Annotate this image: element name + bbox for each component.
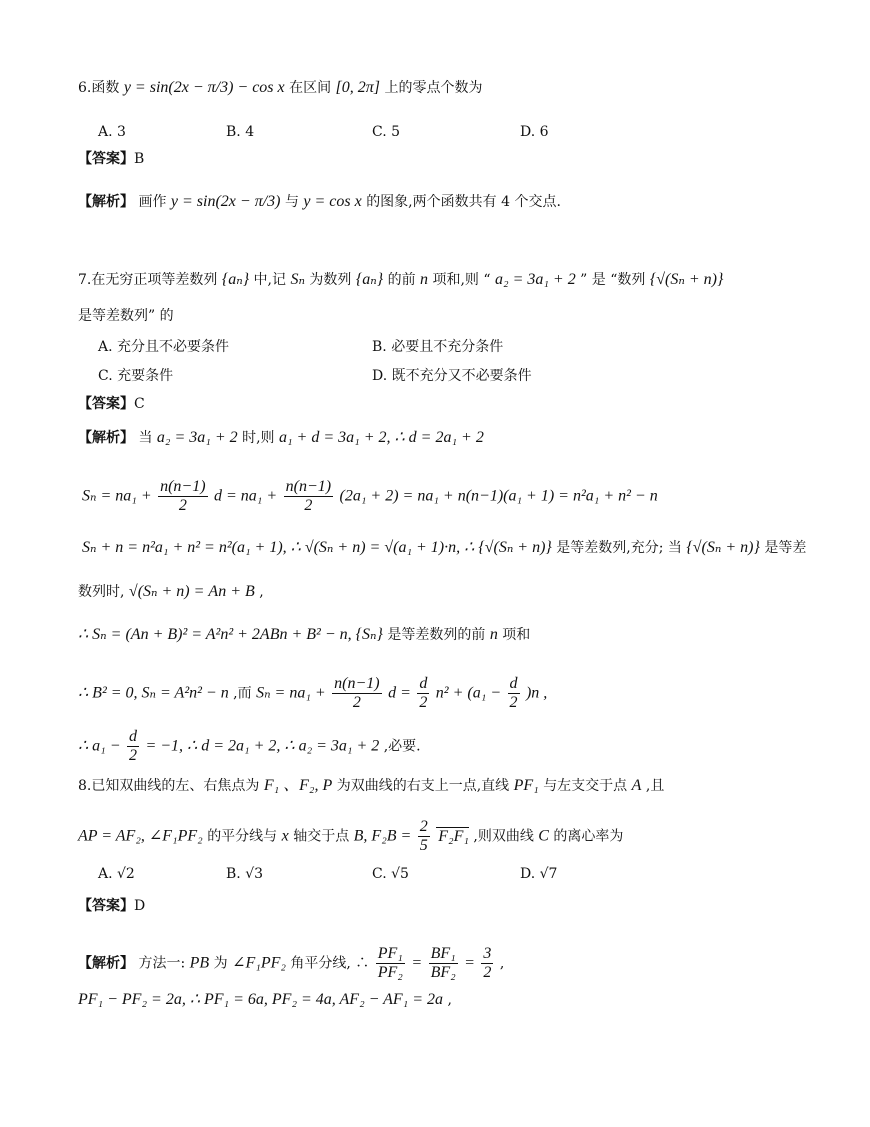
q7-a1-prefix: 当 (138, 430, 153, 446)
q7-a3-seq: {√(Sₙ + n)} (686, 539, 760, 556)
q7-option-d: D. 既不充分又不必要条件 (372, 368, 532, 384)
q8-stem-line2 (78, 818, 623, 855)
q7-answer-value: C (134, 396, 145, 412)
q7-mid4: 项和,则 “ (432, 272, 491, 288)
answer-label: 【答案】 (78, 151, 134, 167)
q6-analysis-formula1: y = sin(2x − π/3) (170, 193, 281, 210)
q8-formula2: B, F₂B = (353, 827, 412, 845)
q7-mid1: 中,记 (253, 272, 286, 288)
q6-analysis (78, 192, 561, 212)
q7-mid2: 为数列 (309, 272, 352, 288)
q7-a6-formula5: )n , (525, 684, 548, 702)
q6-option-d: D. 6 (520, 124, 549, 140)
q8-formula3: F₂F₁ (438, 827, 469, 845)
q6-stem-suffix: 上的零点个数为 (384, 80, 483, 96)
q8-a1-text: 方法一: (138, 955, 186, 972)
q8-line2-mid: 的平分线与 (207, 828, 278, 845)
q7-a2-frac2 (284, 478, 333, 515)
frac-den: 5 (419, 837, 428, 854)
q7-a6-frac (332, 675, 381, 712)
q7-a7-tail: ,必要. (383, 738, 421, 755)
frac-den: 2 (129, 747, 137, 764)
q7-a5-n: n (489, 626, 498, 643)
q7-a1-mid: 时,则 (242, 430, 275, 446)
q6-option-b: B. 4 (226, 124, 255, 140)
frac-den: 2 (352, 694, 361, 711)
q8-a1-frac2 (429, 945, 458, 982)
q7-sn: Sₙ (290, 271, 305, 288)
q8-a1-pb: PB (189, 954, 210, 972)
q6-analysis-formula2: y = cos x (303, 193, 362, 210)
frac-num: d (129, 728, 137, 745)
q7-mid5: ” 是 “数列 (580, 272, 646, 288)
frac-den: 2 (304, 497, 313, 514)
q7-stem-line1 (78, 270, 723, 290)
q6-formula: y = sin(2x − π/3) − cos x (123, 79, 285, 96)
q7-sqrt-seq: {√(Sₙ + n)} (649, 271, 724, 288)
q8-line2-mid2: 轴交于点 (293, 828, 350, 845)
q8-a1-mid2: 角平分线, ∴ (290, 955, 370, 972)
q7-a3-text: 是等差数列,充分; 当 (556, 540, 682, 556)
frac-num: PF₁ (377, 945, 403, 962)
answer-label: 【答案】 (78, 898, 134, 914)
q7-answer (78, 394, 145, 414)
q7-a2-mid1: d = na₁ + (214, 487, 278, 505)
q7-seq: {aₙ} (221, 271, 250, 288)
q7-a6-text: ,而 (233, 685, 252, 702)
q8-a1-frac3 (481, 945, 493, 982)
q8-frac (418, 818, 430, 855)
q7-a6-formula4: n² + (a₁ − (435, 684, 502, 702)
q7-option-c: C. 充要条件 (98, 368, 174, 384)
frac-den: BF₂ (430, 964, 456, 981)
q6-stem (78, 78, 482, 98)
frac-den: 2 (509, 694, 518, 711)
q6-interval: [0, 2π] (335, 79, 380, 96)
q8-a1-tail: , (499, 955, 505, 972)
q8-prefix: 8.已知双曲线的左、右焦点为 (78, 778, 260, 794)
q7-analysis-line1 (78, 428, 484, 448)
q6-analysis-prefix: 画作 (138, 194, 167, 210)
q7-a4-tail: , (259, 584, 264, 600)
q8-answer (78, 896, 145, 916)
q7-a6-formula3: d = (388, 684, 411, 702)
q8-foci: F₁ 、F₂, P (263, 777, 333, 794)
q7-mid3: 的前 (387, 272, 416, 288)
q7-option-b: B. 必要且不充分条件 (372, 339, 504, 355)
frac-den: 2 (419, 694, 428, 711)
q7-a2-rhs: (2a₁ + 2) = na₁ + n(n−1)(a₁ + 1) = n²a₁ + n² − n (339, 487, 658, 505)
q6-analysis-suffix: 的图象,两个函数共有 4 个交点. (366, 194, 561, 210)
q7-a5-formula: ∴ Sₙ = (An + B)² = A²n² + 2ABn + B² − n, {Sₙ} (78, 626, 383, 643)
q8-answer-value: D (134, 898, 146, 914)
q8-c: C (538, 827, 549, 845)
q7-analysis-line4 (78, 582, 264, 602)
q8-a2-formula: PF₁ − PF₂ = 2a, ∴ PF₁ = 6a, PF₂ = 4a, AF₂ − AF₁ = 2a (78, 991, 444, 1008)
q7-analysis-line6 (78, 675, 547, 712)
q7-a6-frac3 (508, 675, 520, 712)
q8-x: x (281, 827, 289, 845)
q6-analysis-mid: 与 (284, 194, 299, 210)
q8-a1-angle: ∠F₁PF₂ (232, 954, 286, 972)
q7-seq2: {aₙ} (355, 271, 384, 288)
q8-a1-eq2: = (464, 954, 475, 972)
q7-a7-formula2: = −1, ∴ d = 2a₁ + 2, ∴ a₂ = 3a₁ + 2 (145, 737, 380, 755)
q7-n: n (420, 271, 429, 288)
q7-analysis-line5 (78, 625, 530, 645)
q7-stem-line2: 是等差数列” 的 (78, 308, 174, 324)
q7-cond: a₂ = 3a₁ + 2 (495, 271, 576, 288)
q7-option-a: A. 充分且不必要条件 (98, 339, 230, 355)
q7-a5-tail: 项和 (502, 627, 531, 643)
analysis-label: 【解析】 (78, 194, 134, 210)
frac-num: 2 (419, 818, 428, 835)
q8-mid2: 与左支交于点 (543, 778, 628, 794)
q8-a2-tail: , (447, 992, 452, 1008)
q6-stem-prefix: 6.函数 (78, 80, 120, 96)
q8-line2-mid3: ,则双曲线 (473, 828, 534, 845)
q8-pa: A (631, 777, 642, 794)
frac-num: n(n−1) (160, 478, 206, 495)
q7-a4-formula: √(Sₙ + n) = An + B (128, 583, 255, 600)
q7-a1-result: a₁ + d = 3a₁ + 2, ∴ d = 2a₁ + 2 (278, 429, 484, 446)
q6-option-a: A. 3 (98, 124, 126, 140)
q7-a2-lhs: Sₙ = na₁ + (82, 487, 152, 505)
q7-a6-formula2: Sₙ = na₁ + (256, 684, 326, 702)
q7-a1-cond: a₂ = 3a₁ + 2 (156, 429, 238, 446)
q8-tail: ,且 (645, 778, 665, 794)
q7-analysis-line2 (82, 478, 658, 515)
q6-stem-mid: 在区间 (289, 80, 332, 96)
q8-pf1: PF₁ (513, 777, 539, 794)
q8-line2-tail: 的离心率为 (553, 828, 624, 845)
frac-num: 3 (483, 945, 492, 962)
q8-analysis-line2 (78, 990, 452, 1010)
q7-a5-text: 是等差数列的前 (387, 627, 486, 643)
q7-a2-frac (158, 478, 207, 515)
q7-prefix: 7.在无穷正项等差数列 (78, 272, 218, 288)
q7-analysis-line3 (82, 538, 806, 558)
q8-analysis-line1 (78, 945, 504, 982)
q6-answer (78, 149, 144, 169)
q8-a1-mid: 为 (213, 955, 228, 972)
q7-a3-formula: Sₙ + n = n²a₁ + n² = n²(a₁ + 1), ∴ √(Sₙ + n) = √(a₁ + 1)·n, ∴ {√(Sₙ + n)} (82, 539, 552, 556)
q6-option-c: C. 5 (372, 124, 401, 140)
frac-num: n(n−1) (334, 675, 380, 692)
frac-num: BF₁ (430, 945, 456, 962)
frac-num: d (419, 675, 428, 692)
q7-a6-formula1: ∴ B² = 0, Sₙ = A²n² − n (78, 684, 229, 702)
frac-den: PF₂ (377, 964, 403, 981)
q7-a3-tail: 是等差 (764, 540, 807, 556)
q7-analysis-line7 (78, 728, 421, 765)
q8-stem-line1 (78, 776, 664, 796)
q7-a7-formula1: ∴ a₁ − (78, 737, 121, 755)
q6-answer-value: B (134, 151, 145, 167)
q8-formula: AP = AF₂, ∠F₁PF₂ (78, 827, 203, 845)
q8-option-a: A. √2 (98, 866, 135, 882)
q8-option-c: C. √5 (372, 866, 409, 882)
frac-den: 2 (483, 964, 492, 981)
frac-num: d (509, 675, 518, 692)
q8-mid: 为双曲线的右支上一点,直线 (336, 778, 510, 794)
answer-label: 【答案】 (78, 396, 134, 412)
q8-option-b: B. √3 (226, 866, 264, 882)
frac-den: 2 (178, 497, 187, 514)
q8-option-d: D. √7 (520, 866, 558, 882)
q7-a7-frac (127, 728, 139, 765)
q8-a1-frac1 (376, 945, 405, 982)
q8-a1-eq: = (411, 954, 423, 972)
analysis-label: 【解析】 (78, 430, 134, 446)
frac-num: n(n−1) (285, 478, 332, 495)
analysis-label: 【解析】 (78, 955, 134, 972)
q7-a4-text: 数列时, (78, 584, 125, 600)
q7-a6-frac2 (417, 675, 429, 712)
